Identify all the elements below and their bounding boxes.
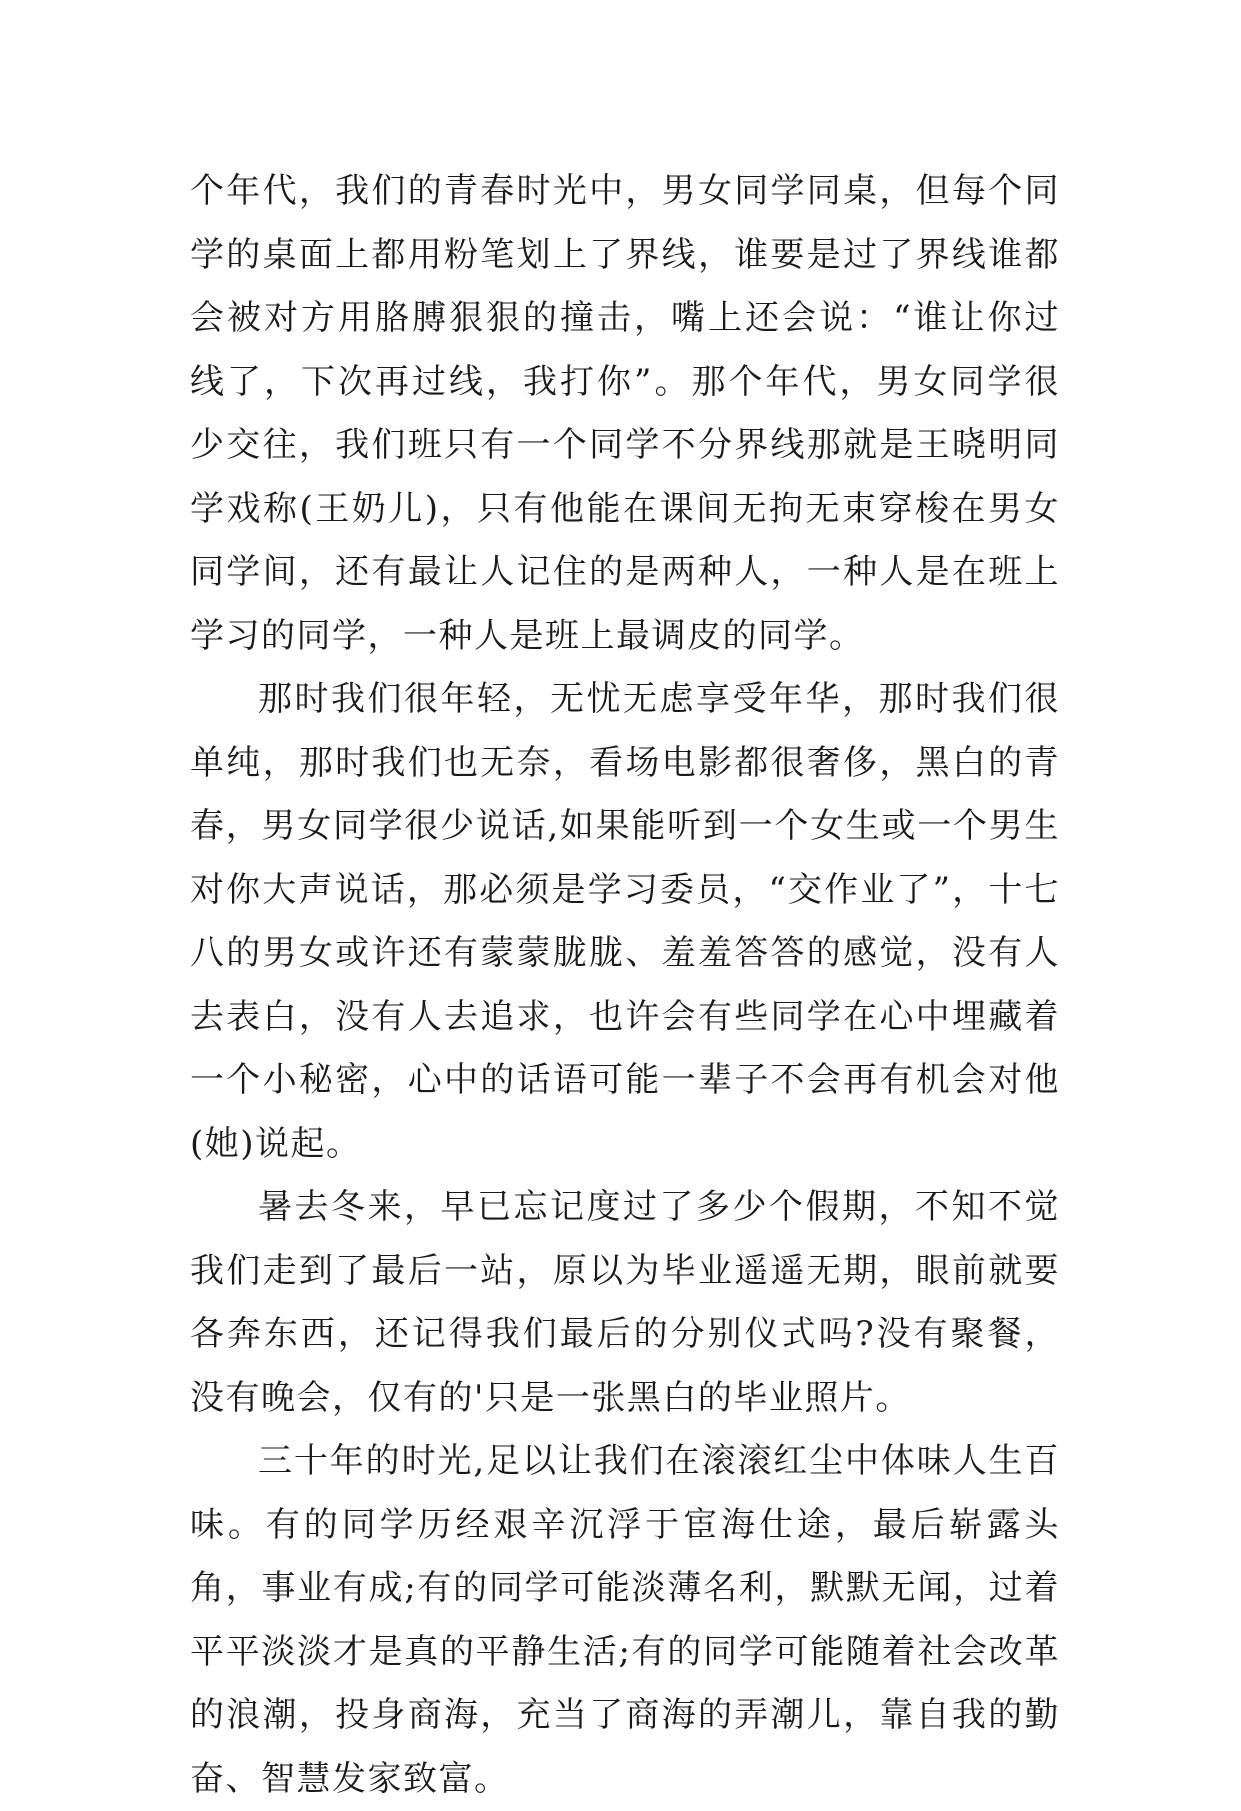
body-text (190, 160, 1060, 1811)
paragraph-3: 暑去冬来，早已忘记度过了多少个假期，不知不觉我们走到了最后一站，原以为毕业遥遥无期，眼前就要各奔东西，还记得我们最后的分别仪式吗?没有聚餐，没有晚会，仅有的'只是一张黑白的毕业照片。 (190, 1187, 1060, 1418)
paragraph-1: 个年代，我们的青春时光中，男女同学同桌，但每个同学的桌面上都用粉笔划上了界线，谁要是过了界线谁都会被对方用胳膊狠狠的撞击，嘴上还会说：“谁让你过线了，下次再过线，我打你”。那个年代，男女同学很少交往，我们班只有一个同学不分界线那就是王晓明同学戏称(王奶儿)，只有他能在课间无拘无束穿梭在男女同学间，还有最让人记住的是两种人，一种人是在班上学习的同学，一种人是班上最调皮的同学。 (190, 171, 1060, 656)
paragraph-4: 三十年的时光,足以让我们在滚滚红尘中体味人生百味。有的同学历经艰辛沉浮于宦海仕途，最后崭露头角，事业有成;有的同学可能淡薄名利，默默无闻，过着平平淡淡才是真的平静生活;有的同学可能随着社会改革的浪潮，投身商海，充当了商海的弄潮儿，靠自我的勤奋、智慧发家致富。 (190, 1441, 1060, 1799)
paragraph-2: 那时我们很年轻，无忧无虑享受年华，那时我们很单纯，那时我们也无奈，看场电影都很奢侈，黑白的青春，男女同学很少说话,如果能听到一个女生或一个男生对你大声说话，那必须是学习委员，“交作业了”，十七八的男女或许还有蒙蒙胧胧、羞羞答答的感觉，没有人去表白，没有人去追求，也许会有些同学在心中埋藏着一个小秘密，心中的话语可能一辈子不会再有机会对他(她)说起。 (190, 679, 1060, 1164)
